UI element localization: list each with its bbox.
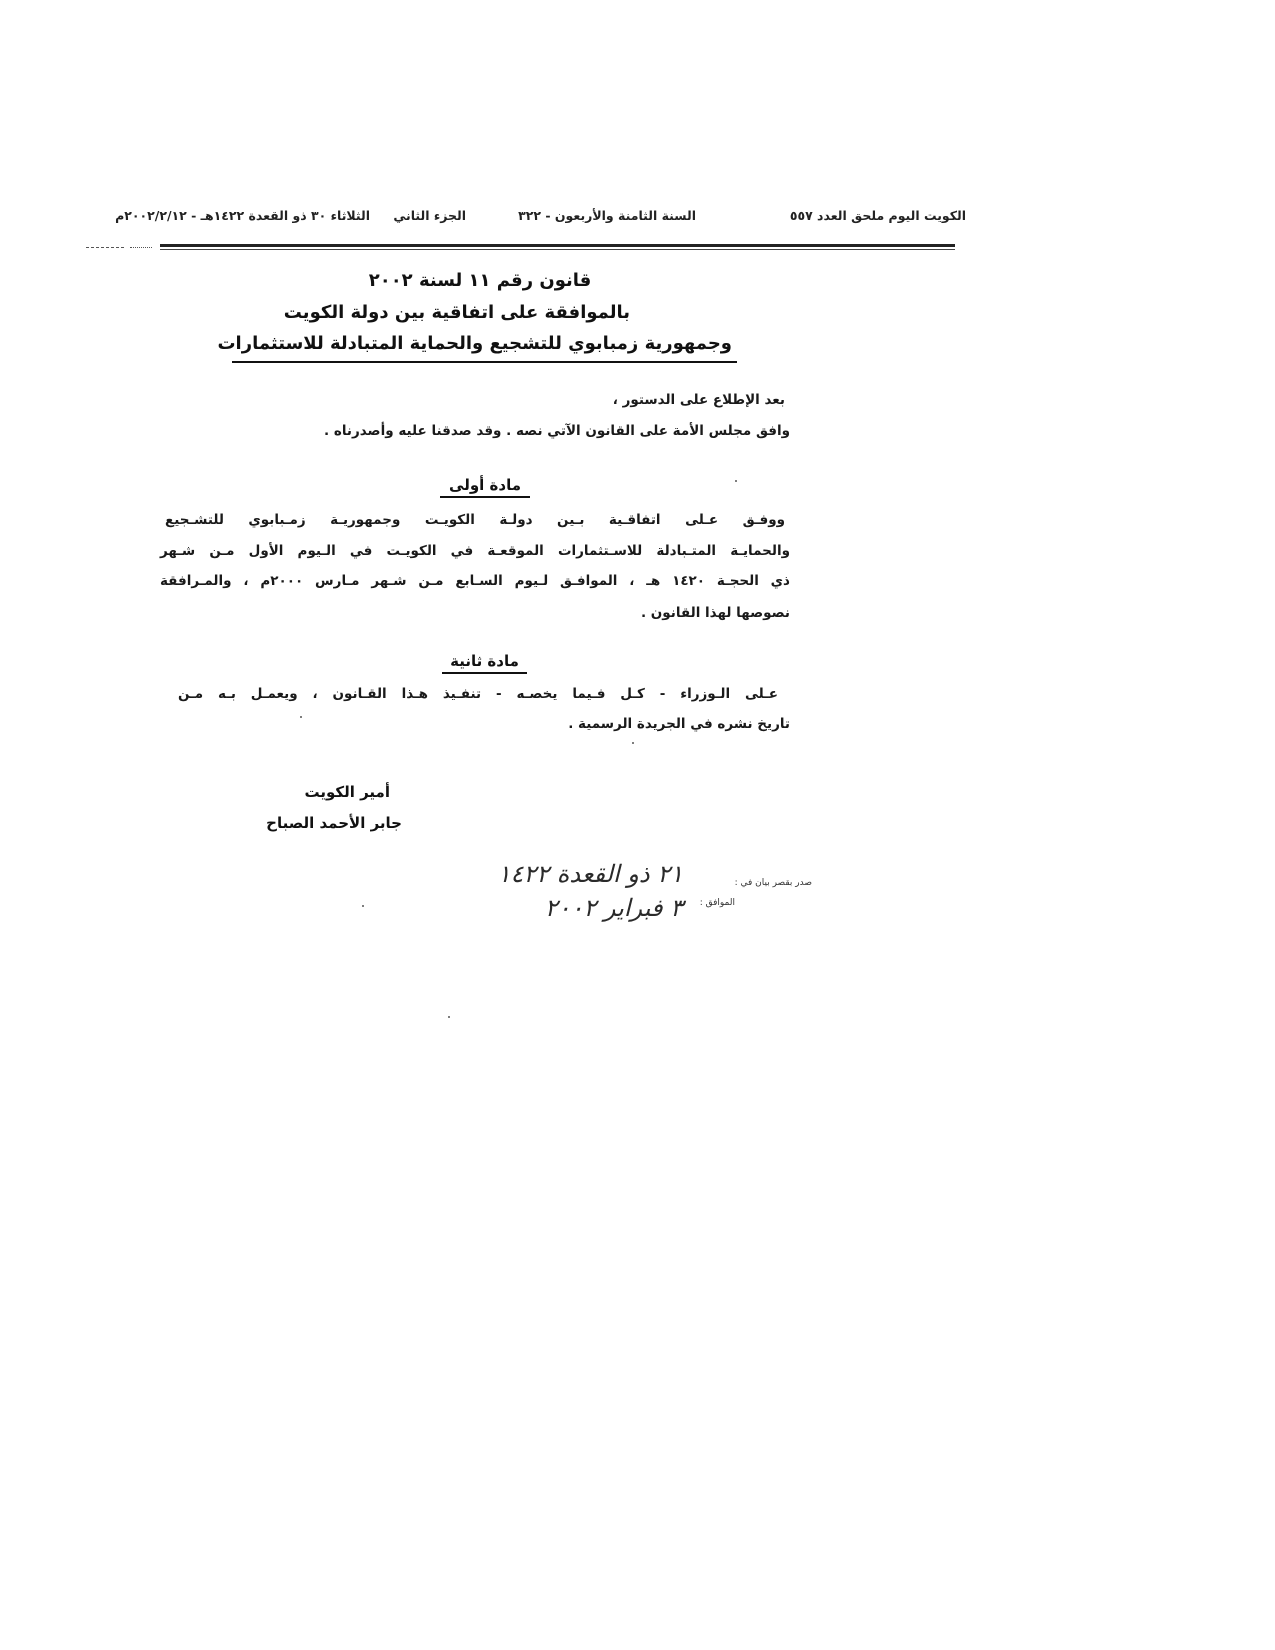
- signatory-title: أمير الكويت: [304, 783, 390, 801]
- handwritten-hijri-date: ٢١ ذو القعدة ١٤٢٢: [497, 860, 683, 888]
- preamble-line-1: بعد الإطلاع على الدستور ،: [612, 392, 785, 408]
- header-part: الجزء الثاني: [393, 208, 466, 223]
- scan-speck: [735, 480, 737, 482]
- signatory-name: جابر الأحمد الصباح: [266, 814, 402, 832]
- article-1-line: والحمايـة المتـبادلة للاسـتثمارات الموقعـة في الكويـت في الـيوم الأول مـن شـهر: [160, 543, 790, 559]
- article-2-heading: مادة ثانية: [442, 652, 527, 674]
- preamble-line-2: وافق مجلس الأمة على القانون الآتي نصه . وقد صدقنا عليه وأصدرناه .: [324, 423, 790, 439]
- header-rule-dash: [86, 247, 124, 248]
- scan-speck: [632, 742, 634, 744]
- issued-label: صدر بقصر بيان في :: [734, 878, 812, 888]
- header-rule-dots: [130, 247, 152, 248]
- article-1-line: ووفـق عـلى اتفاقـية بـين دولـة الكويـت وجمهوريـة زمـبابوي للتشـجيع: [165, 512, 785, 528]
- header-year: السنة الثامنة والأربعون - ٣٢٢: [518, 208, 696, 223]
- article-1-line: نصوصها لهذا القانون .: [640, 605, 790, 621]
- scan-speck: [448, 1016, 450, 1018]
- article-2-line: تاريخ نشره في الجريدة الرسمية .: [568, 716, 790, 732]
- law-number: قانون رقم ١١ لسنة ٢٠٠٢: [368, 270, 592, 291]
- title-underline: [232, 361, 737, 363]
- corresponding-label: الموافق :: [699, 898, 735, 908]
- handwritten-gregorian-date: ٣ فبراير ٢٠٠٢: [544, 894, 683, 922]
- law-title-line-1: بالموافقة على اتفاقية بين دولة الكويت: [283, 302, 630, 323]
- header-rule-thin: [160, 249, 955, 250]
- article-1-line: ذي الحجـة ١٤٢٠ هـ ، الموافـق لـيوم السـابع مـن شـهر مـارس ٢٠٠٠م ، والمـرافقة: [160, 573, 790, 589]
- header-date: الثلاثاء ٣٠ ذو القعدة ١٤٢٢هـ - ٢٠٠٢/٢/١٢م: [115, 208, 370, 223]
- header-rule-thick: [160, 244, 955, 247]
- header-issue: الكويت اليوم ملحق العدد ٥٥٧: [789, 208, 966, 223]
- scan-speck: [362, 905, 364, 907]
- page-header: [86, 208, 966, 228]
- law-title-line-2: وجمهورية زمبابوي للتشجيع والحماية المتبادلة للاستثمارات: [217, 333, 732, 354]
- article-2-line: عـلى الـوزراء - كـل فـيما يخصـه - تنفـيذ هـذا القـانون ، ويعمـل بـه مـن: [178, 686, 778, 702]
- article-1-heading: مادة أولى: [440, 476, 530, 498]
- scan-speck: [300, 716, 302, 718]
